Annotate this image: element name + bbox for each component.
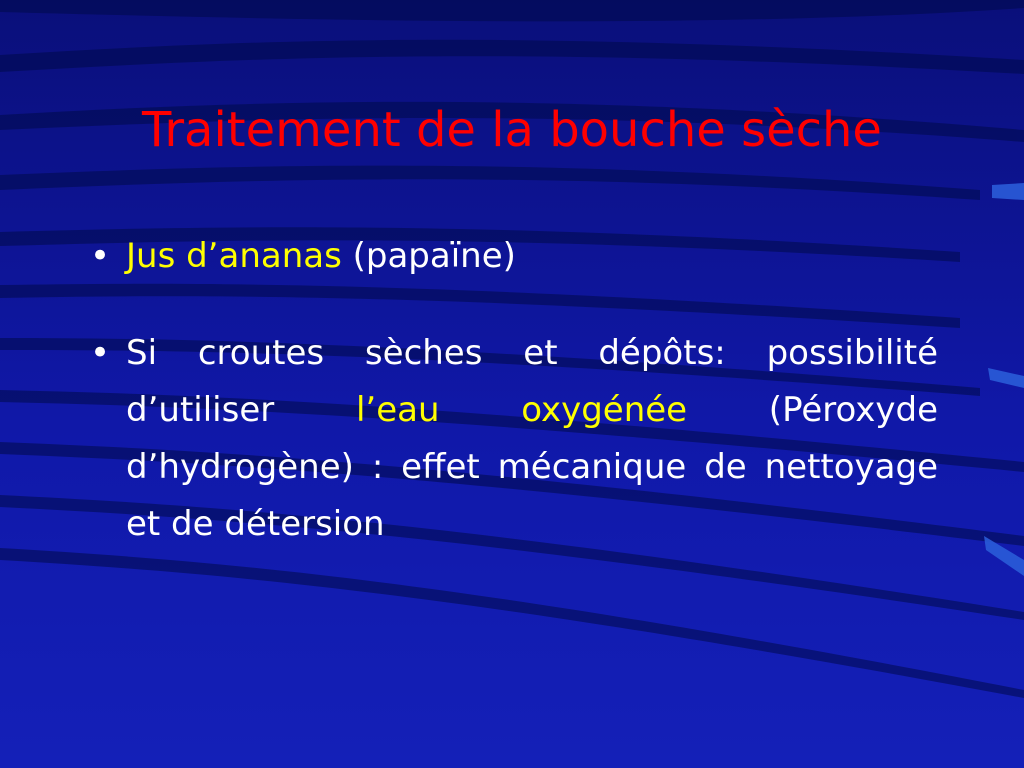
- bullet-item-2: [90, 325, 938, 553]
- bullet-item-1: [90, 228, 938, 285]
- bullet-highlight: Jus d’ananas: [126, 236, 342, 276]
- bullet-text-after: (Péroxyde d’hydrogène) : effet mécanique de nettoyage et de détersion: [126, 390, 939, 544]
- bullet-paragraph: [126, 325, 938, 553]
- bullet-text: (papaïne): [341, 236, 516, 276]
- slide-title: Traitement de la bouche sèche: [142, 102, 882, 158]
- bullet-marker: •: [90, 236, 111, 276]
- bullet-text-before: Si croutes sèches et dépôts: possibilité d’utiliser: [126, 333, 938, 430]
- bullet-marker: •: [90, 333, 111, 373]
- bullet-highlight: l’eau oxygénée: [355, 390, 688, 430]
- bullet-list: [90, 228, 938, 553]
